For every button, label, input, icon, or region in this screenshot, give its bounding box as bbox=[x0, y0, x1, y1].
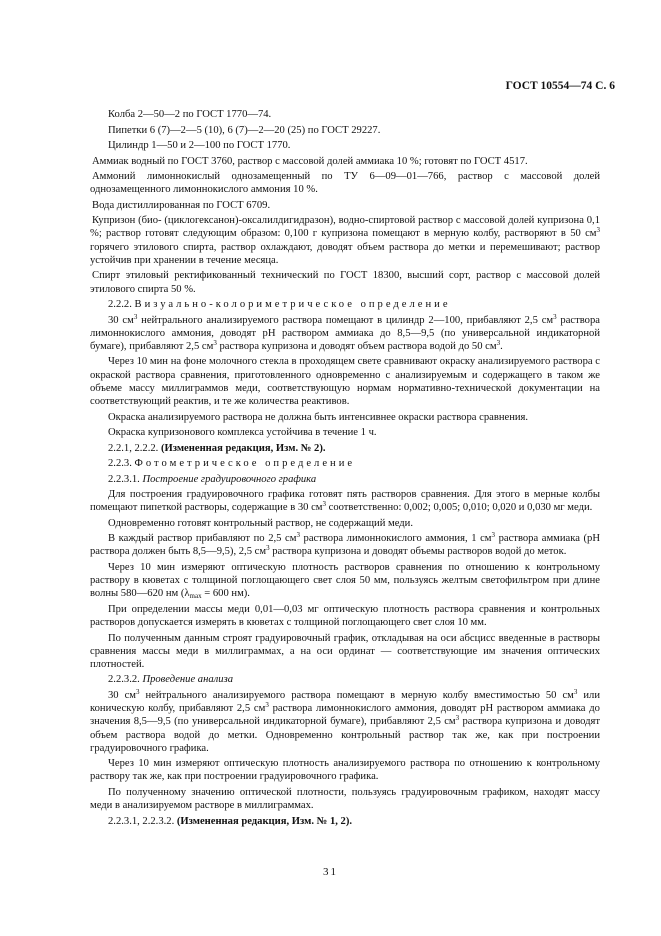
superscript: 3 bbox=[136, 687, 140, 696]
section-2-2-2-heading bbox=[90, 298, 600, 311]
paragraph-ethanol bbox=[90, 269, 600, 295]
section-number: 2.2.3.2. bbox=[108, 674, 140, 686]
superscript: 3 bbox=[553, 312, 557, 321]
paragraph-cylinder bbox=[90, 139, 600, 152]
text: раствора купризона и доводят объемы растворов водой до меток. bbox=[269, 546, 567, 558]
document-body bbox=[90, 108, 600, 830]
text: 2.2.3.1, 2.2.3.2. bbox=[108, 815, 177, 827]
section-title: Фотометрическое определение bbox=[134, 458, 356, 470]
text: . bbox=[500, 340, 503, 352]
text: Через 10 мин на фоне молочного стекла в проходящем свете сравнивают окраску анализируемого раствора с окраской раствора сравнения, приготовленного одновременно с анализируемым и содержащего в таком же объеме массу миллиграммов меди, соответствующую нормам нормативно-технической документации на соответствующий реактив, и те же количества реактивов. bbox=[90, 356, 600, 408]
text: Окраска анализируемого раствора не должна быть интенсивнее окраски раствора сравнения. bbox=[108, 411, 529, 423]
section-2-2-3-2-heading bbox=[90, 673, 600, 686]
paragraph-cuprizone bbox=[90, 214, 600, 267]
paragraph-graph bbox=[90, 632, 600, 672]
paragraph-measure bbox=[90, 757, 600, 783]
paragraph-calibration-solutions bbox=[90, 488, 600, 514]
revision-note-1-2 bbox=[90, 815, 600, 828]
paragraph-stability bbox=[90, 426, 600, 439]
revision-label: (Измененная редакция, Изм. № 1, 2). bbox=[176, 815, 353, 827]
paragraph-comparison bbox=[90, 355, 600, 408]
paragraph-ammonia bbox=[90, 155, 600, 168]
text: раствора лимоннокислого аммония, доводят pH раствором аммиака до значения 8,5—9,5 (по универсальной индикаторной бумаге), прибавляют 2,5 см bbox=[90, 703, 600, 728]
superscript: 3 bbox=[322, 500, 326, 509]
text: раствора купризона и доводят объем раствора водой до 50 см bbox=[216, 340, 497, 352]
paragraph-visual-procedure bbox=[90, 314, 600, 354]
superscript: 3 bbox=[266, 544, 270, 553]
text: раствора купризона и доводят объем раствора водой до метки. Одновременно контрольный раствор так же, как при построении градуировочного графика. bbox=[90, 716, 601, 754]
text: Одновременно готовят контрольный раствор, не содержащий меди. bbox=[108, 517, 413, 529]
paragraph-flask bbox=[90, 108, 600, 121]
text: Вода дистиллированная по ГОСТ 6709. bbox=[92, 199, 271, 211]
paragraph-color-limit bbox=[90, 411, 600, 424]
text: Окраска купризонового комплекса устойчива в течение 1 ч. bbox=[108, 427, 377, 439]
section-number: 2.2.3.1. bbox=[108, 473, 140, 485]
paragraph-pipettes bbox=[90, 124, 600, 137]
text: В каждый раствор прибавляют по 2,5 см bbox=[108, 533, 297, 545]
section-title: Визуально-колориметрическое определение bbox=[134, 299, 451, 311]
superscript: 3 bbox=[133, 312, 138, 321]
superscript: 3 bbox=[596, 226, 600, 235]
text: Через 10 мин измеряют оптическую плотность анализируемого раствора по отношению к контрольному раствору так же, как при построении градуировочного графика. bbox=[90, 758, 600, 783]
text: Аммоний лимоннокислый однозамещенный по ТУ 6—09—01—766, раствор с массовой долей однозамещенного лимоннокислого аммония 10 %. bbox=[90, 171, 600, 196]
text: 30 см bbox=[108, 314, 134, 326]
page-number: 31 bbox=[323, 866, 338, 878]
text: раствора лимоннокислого аммония, 1 см bbox=[299, 533, 492, 545]
paragraph-small-mass bbox=[90, 603, 600, 629]
paragraph-water bbox=[90, 199, 600, 212]
revision-label: (Измененная редакция, Изм. № 2). bbox=[160, 442, 326, 454]
paragraph-result bbox=[90, 786, 600, 812]
superscript: 3 bbox=[265, 701, 269, 710]
text: Пипетки 6 (7)—2—5 (10), 6 (7)—2—20 (25) по ГОСТ 29227. bbox=[108, 124, 381, 136]
superscript: 3 bbox=[213, 338, 217, 347]
paragraph-reagents bbox=[90, 532, 600, 558]
text: нейтрального анализируемого раствора помещают в мерную колбу вместимостью 50 см bbox=[139, 689, 574, 701]
superscript: 3 bbox=[296, 531, 300, 540]
superscript: 3 bbox=[455, 714, 460, 723]
section-title: Построение градуировочного графика bbox=[142, 473, 317, 485]
text: По полученному значению оптической плотности, пользуясь градуировочным графиком, находят массу меди в анализируемом растворе в миллиграммах. bbox=[90, 786, 600, 812]
text: Спирт этиловый ректификованный технический по ГОСТ 18300, высший сорт, раствор с массовой долей этилового спирта 50 %. bbox=[90, 270, 600, 295]
text: соответственно: 0,002; 0,005; 0,010; 0,020 и 0,030 мг меди. bbox=[326, 502, 593, 514]
text: При определении массы меди 0,01—0,03 мг оптическую плотность раствора сравнения и контрольных растворов допускается измерять в кюветах с толщиной поглощающего свет слоя 10 мм. bbox=[90, 603, 600, 629]
superscript: 3 bbox=[491, 531, 496, 540]
paragraph-control-solution bbox=[90, 517, 600, 530]
paragraph-analysis bbox=[90, 689, 600, 755]
text: Купризон (био- (циклогексанон)-оксалилдигидразон), водно-спиртовой раствор с массовой долей купризона 0,1 %; раствор готовят следующим образом: 0,100 г купризона помещают в мерную колбу, растворяют в 50 см bbox=[90, 215, 600, 240]
text: или коническую колбу, прибавляют 2,5 см bbox=[90, 689, 601, 715]
section-number: 2.2.3. bbox=[108, 458, 132, 470]
paragraph-optical-density bbox=[90, 561, 600, 601]
revision-note-2 bbox=[90, 442, 600, 455]
superscript: 3 bbox=[573, 687, 578, 696]
text: Колба 2—50—2 по ГОСТ 1770—74. bbox=[108, 109, 272, 120]
text: Цилиндр 1—50 и 2—100 по ГОСТ 1770. bbox=[108, 140, 291, 151]
paragraph-ammonium-citrate bbox=[90, 170, 600, 196]
subscript: max bbox=[189, 592, 202, 601]
text: = 600 нм). bbox=[201, 588, 250, 600]
superscript: 3 bbox=[496, 338, 501, 347]
section-2-2-3-heading bbox=[90, 457, 600, 470]
text: горячего этилового спирта, раствор охлаждают, доводят объем раствора до метки и перемешивают; раствор устойчив при хранении в течение месяца. bbox=[90, 241, 600, 266]
text: Через 10 мин измеряют оптическую плотность растворов сравнения по отношению к контрольному раствору в кюветах с толщиной поглощающего свет слоя 50 мм, пользуясь желтым светофильтром при длине волны 580—620 нм (λ bbox=[90, 561, 600, 600]
text: раствора аммиака (pH раствора должен быть 8,5—9,5), 2,5 см bbox=[90, 533, 600, 558]
text: раствора лимоннокислого аммония, доводят pH раствором аммиака до 8,5—9,5 (по универсальной индикаторной бумаге), прибавляют 2,5 см bbox=[90, 314, 600, 352]
section-number: 2.2.2. bbox=[108, 299, 132, 311]
text: Для построения градуировочного графика готовят пять растворов сравнения. Для этого в мерные колбы помещают пипеткой растворы, содержащие в 30 см bbox=[90, 489, 600, 514]
section-title: Проведение анализа bbox=[142, 674, 234, 686]
text: По полученным данным строят градуировочный график, откладывая на оси абсцисс введенные в растворы сравнения массы меди в миллиграммах, а на оси ординат — соответствующие им значения оптических плотностей. bbox=[90, 632, 600, 670]
section-2-2-3-1-heading bbox=[90, 473, 600, 486]
text: Аммиак водный по ГОСТ 3760, раствор с массовой долей аммиака 10 %; готовят по ГОСТ 4517. bbox=[92, 155, 528, 167]
text: 2.2.1, 2.2.2. bbox=[108, 442, 161, 454]
page-header: ГОСТ 10554—74 С. 6 bbox=[505, 80, 615, 92]
text: 30 см bbox=[108, 689, 136, 701]
text: нейтрального анализируемого раствора помещают в цилиндр 2—100, прибавляют 2,5 см bbox=[137, 314, 554, 326]
